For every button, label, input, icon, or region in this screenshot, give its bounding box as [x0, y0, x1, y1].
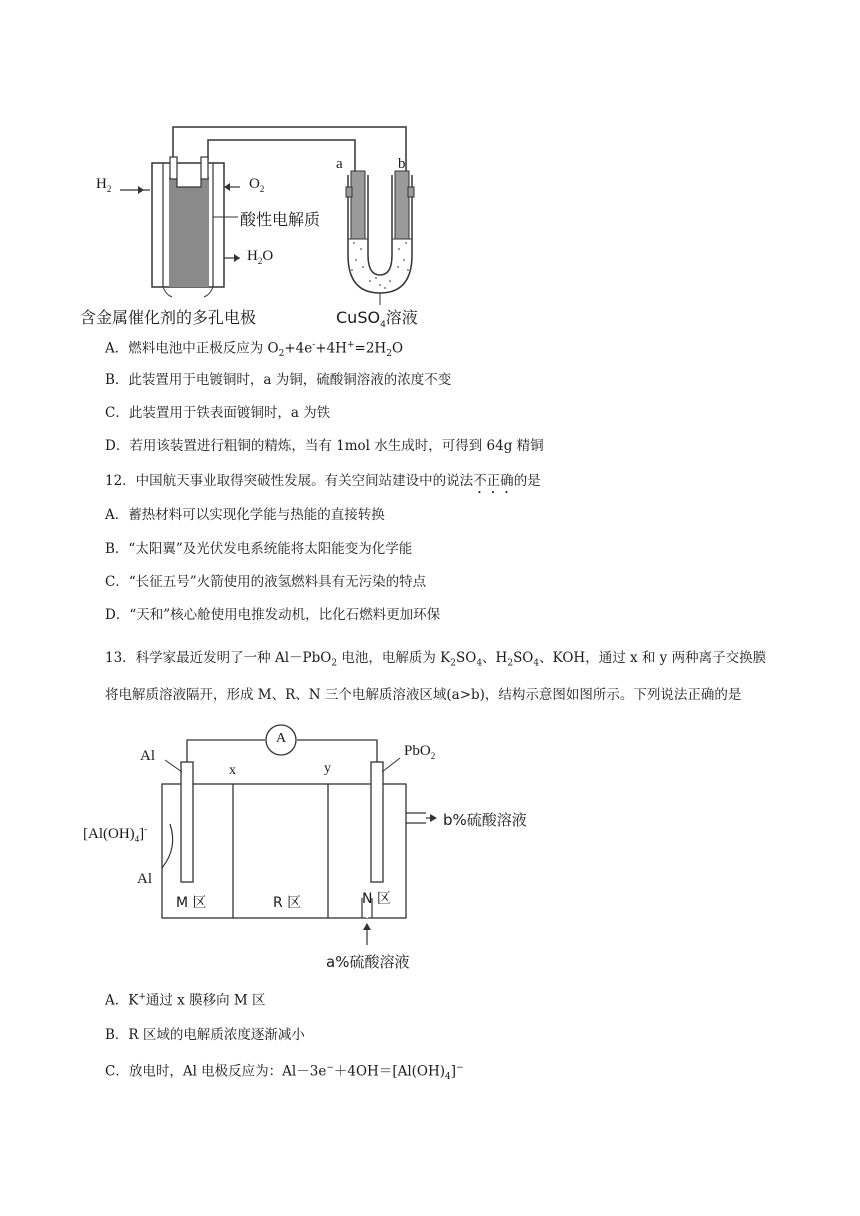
q13-option-a: A．K+通过 x 膜移向 M 区: [105, 992, 266, 1009]
fig1-electrode-caption: 含金属催化剂的多孔电极: [80, 308, 257, 327]
fig1-a-label: a: [336, 156, 343, 172]
fig2-n-zone-label: N 区: [362, 891, 391, 907]
fig2-al-top-label: Al: [140, 748, 155, 764]
q12-option-c: C．“长征五号”火箭使用的液氢燃料具有无污染的特点: [105, 574, 427, 590]
fig2-a-acid-label: a%硫酸溶液: [326, 953, 410, 971]
fig2-aloh4-label: $[Al(OH)_4]^-$: [83, 824, 148, 844]
fig2-y-label: y: [324, 761, 331, 776]
q13-stem-line2: 将电解质溶液隔开，形成 M、R、N 三个电解质溶液区域(a>b)，结构示意图如图所示。下列说法正确的是: [105, 687, 742, 703]
fig1-h2-label: $H_2$: [96, 176, 112, 194]
q12-option-b: B．“太阳翼”及光伏发电系统能将太阳能变为化学能: [105, 541, 413, 557]
fig1-h2o-label: $H_2O$: [247, 248, 274, 266]
fig1-cuso4-label: CuSO$_4$溶液: [336, 308, 418, 331]
q12-option-a: A．蓄热材料可以实现化学能与热能的直接转换: [105, 507, 385, 523]
fig1-o2-label: $O_2$: [249, 176, 265, 194]
fig1-electrolyte-label: 酸性电解质: [240, 210, 321, 229]
q11-option-a: A．燃料电池中正极反应为 $O_2+4e^-+4H^+=2H_2O$: [105, 340, 404, 360]
fig2-ammeter-label: A: [276, 731, 287, 746]
battery-figure: [130, 720, 550, 975]
q11-option-d: D．若用该装置进行粗铜的精炼，当有 1mol 水生成时，可得到 64g 精铜: [105, 438, 544, 454]
fig2-x-label: x: [229, 763, 236, 778]
fig1-b-label: b: [398, 156, 406, 172]
q11-option-b: B．此装置用于电镀铜时，a 为铜，硫酸铜溶液的浓度不变: [105, 372, 452, 388]
fig2-pbo2-label: PbO$_2$: [404, 743, 436, 761]
q13-stem-line1: 13．科学家最近发明了一种 Al－PbO$_2$ 电池，电解质为 $K_2SO_4$、$H_2SO_4$、KOH，通过 x 和 y 两种离子交换膜: [105, 650, 767, 669]
q13-option-b: B．R 区域的电解质浓度逐渐减小: [105, 1027, 305, 1043]
fig2-b-acid-label: b%硫酸溶液: [443, 811, 527, 829]
q11-option-c: C．此装置用于铁表面镀铜时，a 为铁: [105, 405, 331, 421]
fig2-m-zone-label: M 区: [176, 895, 207, 911]
q12-stem: 12．中国航天事业取得突破性发展。有关空间站建设中的说法不正确的是: [105, 473, 541, 489]
q12-option-d: D．“天和”核心舱使用电推发动机，比化石燃料更加环保: [105, 607, 441, 623]
fig2-r-zone-label: R 区: [273, 895, 302, 911]
q13-option-c: C．放电时，Al 电极反应为：$Al-3e^-+4OH=[Al(OH)_4]^-$: [105, 1063, 464, 1083]
fig2-al-bottom-label: Al: [137, 871, 152, 887]
